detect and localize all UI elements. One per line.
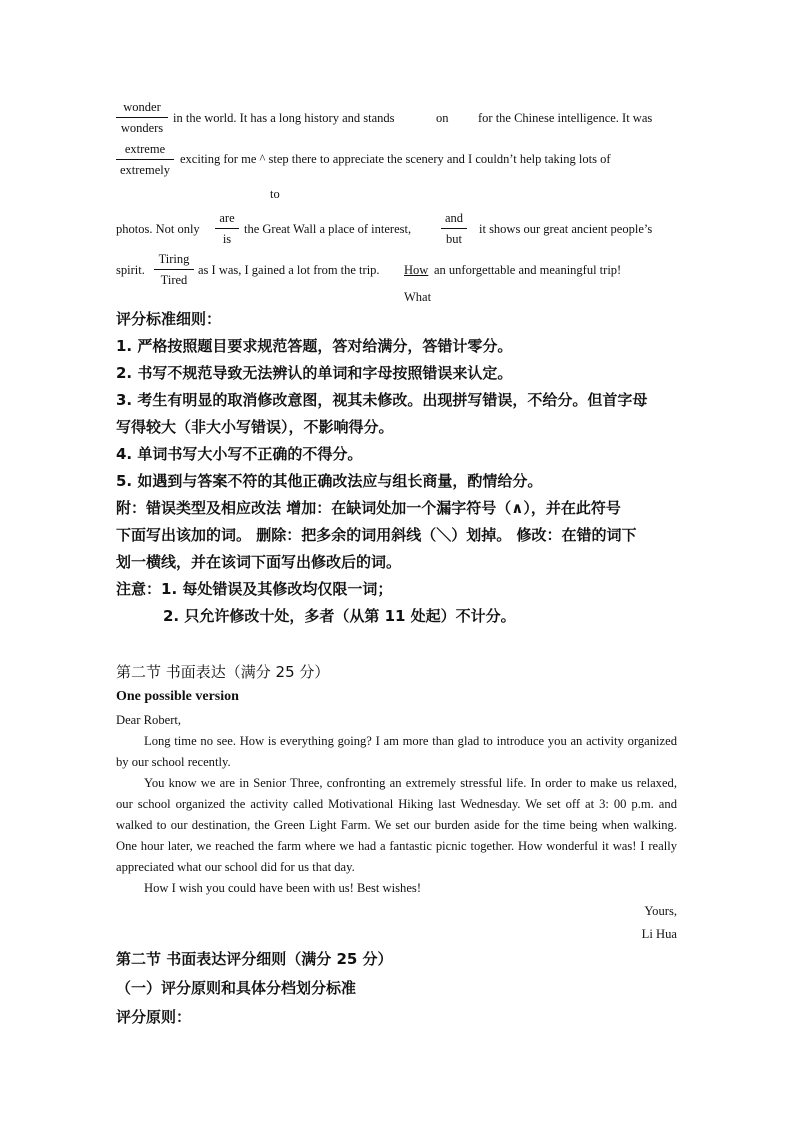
signature: Li Hua <box>641 927 677 941</box>
rule-item: 下面写出该加的词。 删除：把多余的词用斜线（＼）划掉。 修改：在错的词下 <box>116 526 637 544</box>
rule-item: 写得较大（非大小写错误），不影响得分。 <box>116 418 394 436</box>
correction-text: an unforgettable and meaningful trip! <box>434 263 622 277</box>
scoring-subheading: （一）评分原则和具体分档划分标准 <box>116 979 357 997</box>
essay-paragraph: Long time no see. How is everything going? I am more than glad to introduce you an activity organized by our school recently. <box>116 734 677 769</box>
correction-4-and <box>441 212 467 245</box>
rules-heading: 评分标准细则： <box>116 310 222 328</box>
correction-fix: wonders <box>120 120 164 135</box>
rule-item: 5. 如遇到与答案不符的其他正确改法应与组长商量，酌情给分。 <box>116 472 543 490</box>
correction-original: wonder <box>116 101 168 118</box>
correction-original: Tiring <box>154 253 194 270</box>
correction-text: for the Chinese intelligence. It was <box>478 111 653 125</box>
essay-paragraph: You know we are in Senior Three, confronting an extremely stressful life. In order to make us relaxed, our school organized the activity called Motivational Hiking last Wednesday. We set off at 3: 00 p.m. and walked to our destination, the Green Light Farm. We set our burden aside for the time being when walking. One hour later, we reached the farm where we had a fantastic picnic together. How wonderful it was! I really appreciated what our school did for us that day. <box>116 776 677 874</box>
note-item: 2. 只允许修改十处，多者（从第 11 处起）不计分。 <box>163 607 516 625</box>
rule-item: 划一横线，并在该词下面写出修改后的词。 <box>116 553 402 571</box>
correction-2-extreme <box>116 143 174 176</box>
correction-inserted-word: to <box>270 187 280 201</box>
correction-text: spirit. <box>116 263 145 277</box>
note-item: 1. 每处错误及其修改均仅限一词； <box>161 580 393 598</box>
note-label: 注意： <box>116 580 162 598</box>
salutation: Dear Robert, <box>116 713 182 727</box>
scoring-heading: 第二节 书面表达评分细则（满分 25 分） <box>116 950 393 968</box>
rule-item: 4. 单词书写大小写不正确的不得分。 <box>116 445 363 463</box>
correction-original: are <box>215 212 239 229</box>
correction-fix: extremely <box>120 162 170 177</box>
correction-fix: Tired <box>160 272 188 287</box>
rules-block <box>116 306 686 630</box>
correction-5-tiring <box>154 253 194 286</box>
rule-item: 附：错误类型及相应改法 增加：在缺词处加一个漏字符号（∧），并在此符号 <box>116 499 621 517</box>
version-label: One possible version <box>116 689 239 704</box>
correction-3-are <box>215 212 239 245</box>
scoring-block <box>116 945 686 1032</box>
correction-underlined-word: How <box>404 263 429 277</box>
rule-item: 1. 严格按照题目要求规范答题，答对给满分，答错计零分。 <box>116 337 513 355</box>
correction-text: photos. Not only <box>116 222 200 236</box>
rule-item: 2. 书写不规范导致无法辨认的单词和字母按照错误来认定。 <box>116 364 513 382</box>
correction-original: extreme <box>116 143 174 160</box>
correction-text: in the world. It has a long history and stands <box>173 111 395 125</box>
correction-fix: is <box>222 231 232 246</box>
correction-inserted-word: on <box>436 111 449 125</box>
correction-text: the Great Wall a place of interest, <box>244 222 412 236</box>
essay-paragraph: How I wish you could have been with us! Best wishes! <box>144 881 422 895</box>
essay <box>116 710 677 945</box>
correction-text: as I was, I gained a lot from the trip. <box>198 263 380 277</box>
correction-original: and <box>441 212 467 229</box>
scoring-principles: 评分原则： <box>116 1008 192 1026</box>
correction-replacement-word: What <box>404 290 432 304</box>
correction-text: exciting for me ^ step there to appreciate the scenery and I couldn’t help taking lots of <box>180 152 611 166</box>
closing: Yours, <box>644 904 677 918</box>
note-line <box>116 603 686 630</box>
section-heading: 第二节 书面表达（满分 25 分） <box>116 663 330 681</box>
correction-text: it shows our great ancient people’s <box>479 222 653 236</box>
correction-1-wonder <box>116 101 168 134</box>
correction-fix: but <box>446 231 462 246</box>
rule-item: 3. 考生有明显的取消修改意图，视其未修改。出现拼写错误，不给分。但首字母 <box>116 391 648 409</box>
note-line <box>116 576 686 603</box>
